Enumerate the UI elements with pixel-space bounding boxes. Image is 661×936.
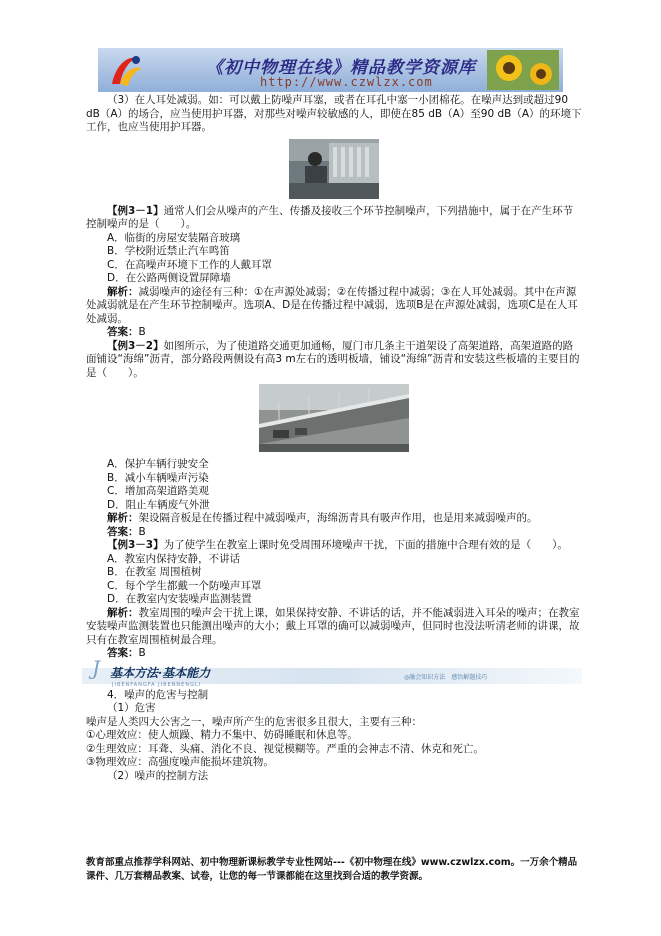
example2-question: 【例3－2】如图所示，为了使道路交通更加通畅，厦门市几条主干道架设了高架道路，高架道路的路面铺设“海绵”沥青，部分路段两侧设有高3 m左右的透明板墙，铺设“海绵”沥青和安装这些板墙的主要目的是（ ）。 bbox=[86, 339, 580, 379]
section4-sub1: （1）危害 bbox=[107, 702, 156, 714]
site-logo-icon bbox=[106, 52, 146, 90]
section3-paragraph bbox=[86, 94, 582, 135]
example2-analysis: 解析：架设隔音板是在传播过程中减弱噪声，海绵沥青具有吸声作用，也是用来减弱噪声的。 bbox=[107, 512, 538, 524]
sunflower-icon bbox=[487, 50, 559, 90]
example1-option-d: D．在公路两侧设置屏障墙 bbox=[107, 272, 231, 284]
example3-option-c: C．每个学生都戴一个防噪声耳罩 bbox=[107, 579, 262, 592]
example1-option-c: C．在高噪声环境下工作的人戴耳罩 bbox=[107, 258, 272, 271]
example1-option-b: B．学校附近禁止汽车鸣笛 bbox=[107, 245, 230, 257]
example2-option-d: D．阻止车辆废气外泄 bbox=[107, 498, 210, 511]
section3-text: 如：可以戴上防噪声耳塞，或者在耳孔中塞一小团棉花。在噪声达到或超过90 dB（A）的场合，应当使用护耳器，对那些对噪声较敏感的人，即使在85 dB（A）至90 dB（A）的环境下工作，也应当使用护耳器。 bbox=[86, 94, 582, 133]
section-header-bar bbox=[82, 655, 582, 688]
header-banner bbox=[98, 48, 563, 92]
example1-analysis: 解析：减弱噪声的途径有三种：①在声源处减弱；②在传播过程中减弱；③在人耳处减弱。其中在声源处减弱就是在产生环节控制噪声。选项A、D是在传播过程中减弱，选项B是在声源处减弱，选项C是在人耳处减弱。 bbox=[86, 285, 578, 325]
section4-sub2: （2）噪声的控制方法 bbox=[107, 769, 209, 782]
example1-option-a: A．临街的房屋安装隔音玻璃 bbox=[107, 231, 241, 244]
example2-option-c: C．增加高架道路美观 bbox=[107, 485, 209, 497]
example1-answer: 答案：B bbox=[107, 326, 146, 338]
banner-title: 《初中物理在线》精品教学资源库 bbox=[206, 58, 476, 78]
elevated-road-photo bbox=[259, 384, 409, 452]
example2-option-b: B．减小车辆噪声污染 bbox=[107, 471, 209, 484]
section-header-emblem-icon: J bbox=[92, 655, 101, 680]
example3-question: 【例3－3】为了使学生在教室上课时免受周围环境噪声干扰，下面的措施中合理有效的是（ ）。 bbox=[107, 539, 568, 551]
example3-option-a: A．教室内保持安静，不讲话 bbox=[107, 552, 241, 565]
banner-url[interactable]: http://www.czwlzx.com bbox=[260, 75, 433, 89]
section3-heading: （3）在人耳处减弱。 bbox=[107, 94, 209, 106]
page-footer: 教育部重点推荐学科网站、初中物理新课标教学专业性网站---《初中物理在线》www.czwlzx.com。一万余个精品课件、几万套精品教案、试卷，让您的每一节课都能在这里找到合适的教学资源。 bbox=[86, 857, 578, 882]
section-header-slogan: ◎融会知识方法 感悟解题技巧 bbox=[404, 673, 488, 681]
example2-answer: 答案：B bbox=[107, 525, 146, 538]
example3-answer: 答案：B bbox=[107, 647, 146, 659]
example3-analysis: 解析：教室周围的噪声会干扰上课，如果保持安静、不讲话的话，并不能减弱进入耳朵的噪声；在教室安装噪声监测装置也只能测出噪声的大小；戴上耳罩的确可以减弱噪声，但同时也没法听清老师的讲课，故只有在教室周围植树最合理。 bbox=[86, 606, 580, 646]
example3-option-b: B．在教室 周围植树 bbox=[107, 566, 202, 578]
example3-option-d: D．在教室内安装噪声监测装置 bbox=[107, 593, 252, 605]
example1-question: 【例3－1】通常人们会从噪声的产生、传播及接收三个环节控制噪声，下列措施中，属于在产生环节控制噪声的是（ ）。 bbox=[86, 204, 574, 230]
document-body bbox=[86, 94, 582, 783]
section4-effect-3: ③物理效应：高强度噪声能损坏建筑物。 bbox=[86, 756, 274, 768]
section4-effect-2: ②生理效应：耳聋、头痛、消化不良、视觉模糊等。严重的会神志不清、休克和死亡。 bbox=[86, 742, 484, 755]
section-header-subtitle: JIBENFANGFA JIBENNENGLI bbox=[112, 681, 202, 688]
section4-intro: 噪声是人类四大公害之一，噪声所产生的危害很多且很大，主要有三种： bbox=[86, 715, 422, 728]
section-header-title: 基本方法·基本能力 bbox=[110, 665, 211, 680]
section4-effect-1: ①心理效应：使人烦躁、精力不集中、妨碍睡眠和休息等。 bbox=[86, 729, 358, 741]
section4-heading: 4．噪声的危害与控制 bbox=[107, 688, 209, 701]
example2-option-a: A．保护车辆行驶安全 bbox=[107, 458, 209, 470]
factory-photo bbox=[289, 139, 379, 199]
